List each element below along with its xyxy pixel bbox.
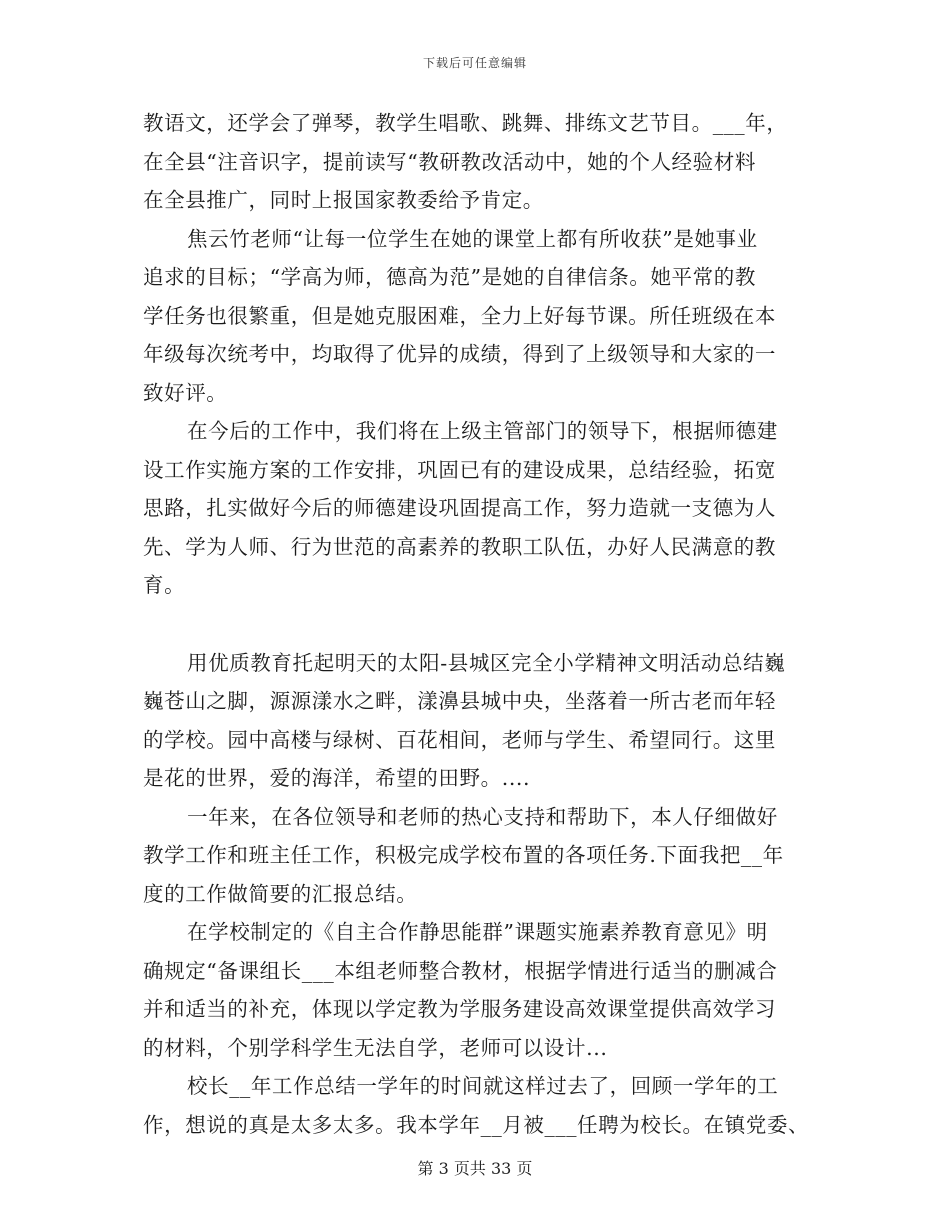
text-line: 度的工作做简要的汇报总结。 — [143, 881, 418, 906]
paragraph-5 — [143, 798, 819, 914]
text-line: 作，想说的真是太多太多。我本学年__月被___任聘为校长。在镇党委、 — [143, 1112, 810, 1137]
text-line: 用优质教育托起明天的太阳-县城区完全小学精神文明活动总结巍 — [187, 650, 786, 675]
text-line: 在全县“注音识字，提前读写“教研教改活动中，她的个人经验材料 — [143, 149, 756, 174]
text-line: 焦云竹老师“让每一位学生在她的课堂上都有所收获”是她事业 — [187, 226, 758, 251]
text-line: 先、学为人师、行为世范的高素养的教职工队伍，办好人民满意的教 — [143, 534, 776, 559]
text-line: 是花的世界，爱的海洋，希望的田野。.... — [143, 766, 531, 790]
text-line: 的材料，个别学科学生无法自学，老师可以设计... — [143, 1035, 608, 1060]
page-footer: 第 3 页共 33 页 — [417, 1159, 533, 1178]
paragraph-2 — [143, 220, 819, 413]
text-line: 学任务也很繁重，但是她克服困难，全力上好每节课。所任班级在本 — [143, 303, 776, 328]
paragraph-4 — [143, 644, 819, 798]
text-line: 设工作实施方案的工作安排，巩固已有的建设成果，总结经验，拓宽 — [143, 457, 776, 482]
text-line: 在全县推广，同时上报国家教委给予肯定。 — [143, 188, 544, 212]
text-line: 思路，扎实做好今后的师德建设巩固提高工作，努力造就一支德为人 — [143, 496, 776, 520]
text-line: 并和适当的补充，体现以学定教为学服务建设高效课堂提供高效学习 — [143, 997, 776, 1021]
page-header: 下载后可任意编辑 — [422, 56, 527, 70]
paragraph-3 — [143, 412, 819, 605]
section-gap — [143, 605, 819, 644]
text-line: 在今后的工作中，我们将在上级主管部门的领导下，根据师德建 — [187, 419, 778, 443]
document-body — [143, 104, 819, 1144]
text-line: 校长__年工作总结一学年的时间就这样过去了，回顾一学年的工 — [187, 1074, 779, 1098]
paragraph-1 — [143, 104, 819, 220]
paragraph-6 — [143, 913, 819, 1067]
text-line: 的学校。园中高楼与绿树、百花相间，老师与学生、希望同行。这里 — [143, 727, 776, 752]
text-line: 追求的目标；“学高为师，德高为范”是她的自律信条。她平常的教 — [143, 265, 756, 289]
text-line: 年级每次统考中，均取得了优异的成绩，得到了上级领导和大家的一 — [143, 342, 776, 366]
text-line: 致好评。 — [143, 380, 228, 405]
text-line: 一年来，在各位领导和老师的热心支持和帮助下，本人仔细做好 — [187, 804, 778, 829]
text-line: 教语文，还学会了弹琴，教学生唱歌、跳舞、排练文艺节目。___年， — [143, 111, 788, 135]
text-line: 在学校制定的《自主合作静思能群”课题实施素养教育意见》明 — [187, 920, 768, 944]
text-line: 教学工作和班主任工作，积极完成学校布置的各项任务.下面我把__年 — [143, 843, 784, 867]
text-line: 巍苍山之脚，源源漾水之畔，漾濞县城中央，坐落着一所古老而年轻 — [143, 689, 776, 713]
text-line: 确规定“备课组长___本组老师整合教材，根据学情进行适当的删减合 — [143, 958, 778, 983]
paragraph-7 — [143, 1067, 819, 1144]
text-line: 育。 — [143, 573, 186, 597]
